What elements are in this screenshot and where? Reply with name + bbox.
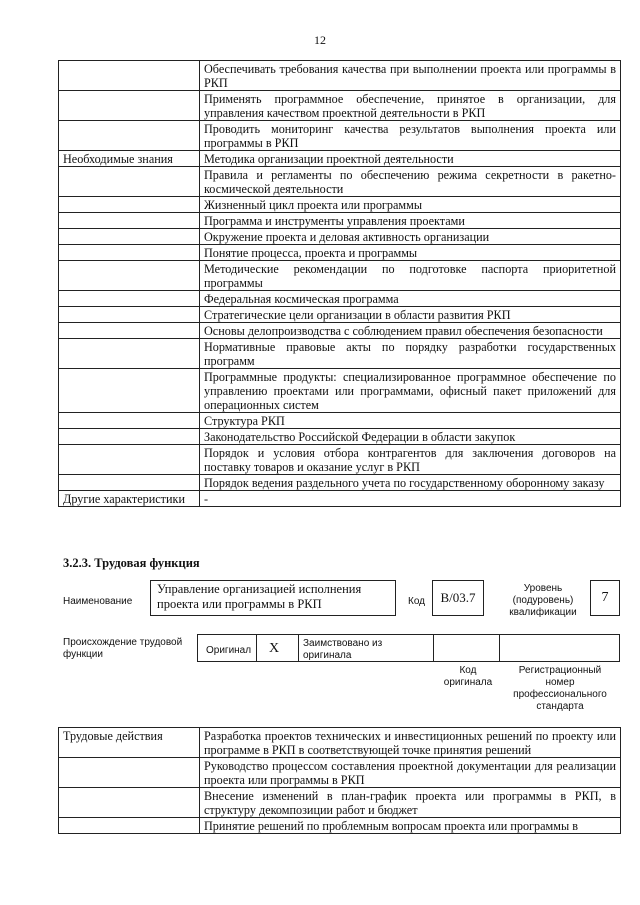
- origin-code-cell: [434, 634, 500, 662]
- row-label: [59, 261, 200, 291]
- row-item: Методика организации проектной деятельности: [200, 151, 621, 167]
- row-item: Стратегические цели организации в области развития РКП: [200, 307, 621, 323]
- row-label: [59, 413, 200, 429]
- table-row: [59, 758, 621, 788]
- table-row: [59, 369, 621, 413]
- row-item: Руководство процессом составления проектной документации для реализации проекта или программы в РКП: [200, 758, 621, 788]
- row-label: [59, 307, 200, 323]
- code-label: Код: [408, 596, 426, 607]
- level-value: 7: [601, 590, 609, 605]
- table-row: [59, 261, 621, 291]
- table-row: [59, 339, 621, 369]
- row-label: Трудовые действия: [59, 728, 200, 758]
- row-item: Принятие решений по проблемным вопросам проекта или программы в: [200, 818, 621, 834]
- row-item: Понятие процесса, проекта и программы: [200, 245, 621, 261]
- table-row: [59, 445, 621, 475]
- table-row: [59, 197, 621, 213]
- row-label: [59, 245, 200, 261]
- table-row: [59, 151, 621, 167]
- row-label: [59, 339, 200, 369]
- table-row: [59, 229, 621, 245]
- row-label: [59, 213, 200, 229]
- table-row: [59, 429, 621, 445]
- original-cell: [197, 634, 257, 662]
- table-row: [59, 323, 621, 339]
- labor-actions-table: [58, 727, 621, 834]
- row-item: Разработка проектов технических и инвестиционных решений по проекту или программе в РКП в соответствующей точке принятия решений: [200, 728, 621, 758]
- row-item: Обеспечивать требования качества при выполнении проекта или программы в РКП: [200, 61, 621, 91]
- row-label: [59, 369, 200, 413]
- row-label: [59, 229, 200, 245]
- row-item: Структура РКП: [200, 413, 621, 429]
- table-row: [59, 91, 621, 121]
- row-item: Внесение изменений в план-график проекта или программы в РКП, в структуру декомпозиции работ и бюджет: [200, 788, 621, 818]
- table-row: [59, 213, 621, 229]
- row-item: Основы делопроизводства с соблюдением правил обеспечения безопасности: [200, 323, 621, 339]
- row-item: Нормативные правовые акты по порядку разработки государственных программ: [200, 339, 621, 369]
- table-row: [59, 291, 621, 307]
- table-row: [59, 491, 621, 507]
- table-row: [59, 167, 621, 197]
- table-row: [59, 61, 621, 91]
- origin-row: [197, 634, 620, 662]
- row-item: Жизненный цикл проекта или программы: [200, 197, 621, 213]
- original-label: Оригинал: [206, 645, 252, 656]
- code-value: В/03.7: [440, 590, 476, 605]
- level-label: Уровень (подуровень) квалификации: [509, 583, 577, 618]
- row-label: [59, 291, 200, 307]
- row-item: Проводить мониторинг качества результатов выполнения проекта или программы в РКП: [200, 121, 621, 151]
- borrowed-cell: [299, 634, 434, 662]
- row-label: [59, 323, 200, 339]
- table-row: [59, 245, 621, 261]
- table-row: [59, 121, 621, 151]
- section-title: 3.2.3. Трудовая функция: [63, 556, 200, 570]
- row-item: -: [200, 491, 621, 507]
- row-label: [59, 758, 200, 788]
- function-name-value: Управление организацией исполнения проекта или программы в РКП: [157, 582, 362, 611]
- borrowed-label: Заимствовано из оригинала: [303, 638, 383, 661]
- row-label: [59, 121, 200, 151]
- row-item: Окружение проекта и деловая активность организации: [200, 229, 621, 245]
- row-item: Методические рекомендации по подготовке паспорта приоритетной программы: [200, 261, 621, 291]
- name-label: Наименование: [63, 596, 133, 607]
- function-name-box: [150, 580, 396, 616]
- table-row: [59, 728, 621, 758]
- row-item: Порядок и условия отбора контрагентов для заключения договоров на поставку товаров и оказание услуг в РКП: [200, 445, 621, 475]
- row-label: [59, 61, 200, 91]
- row-item: Федеральная космическая программа: [200, 291, 621, 307]
- original-mark-cell: [257, 634, 299, 662]
- level-box: [590, 580, 620, 616]
- row-item: Применять программное обеспечение, принятое в организации, для управления качеством проектной деятельности в РКП: [200, 91, 621, 121]
- row-label: [59, 475, 200, 491]
- original-mark: X: [269, 641, 280, 656]
- table-row: [59, 475, 621, 491]
- row-label: Необходимые знания: [59, 151, 200, 167]
- row-label: [59, 445, 200, 475]
- page-number: 12: [314, 33, 326, 47]
- row-label: Другие характеристики: [59, 491, 200, 507]
- origin-label: Происхождение трудовой функции: [63, 637, 183, 660]
- row-label: [59, 429, 200, 445]
- origin-reg-caption: Регистрационный номер профессионального стандарта: [513, 665, 607, 712]
- row-label: [59, 818, 200, 834]
- table-row: [59, 818, 621, 834]
- row-item: Законодательство Российской Федерации в области закупок: [200, 429, 621, 445]
- row-label: [59, 167, 200, 197]
- row-label: [59, 197, 200, 213]
- origin-reg-cell: [500, 634, 620, 662]
- row-item: Порядок ведения раздельного учета по государственному оборонному заказу: [200, 475, 621, 491]
- code-box: [432, 580, 484, 616]
- row-label: [59, 788, 200, 818]
- row-item: Программные продукты: специализированное программное обеспечение по управлению проектами или программами, офисный пакет приложений для операционных систем: [200, 369, 621, 413]
- origin-code-caption: Код оригинала: [443, 665, 493, 688]
- table-row: [59, 788, 621, 818]
- row-item: Программа и инструменты управления проектами: [200, 213, 621, 229]
- row-label: [59, 91, 200, 121]
- table-row: [59, 307, 621, 323]
- row-item: Правила и регламенты по обеспечению режима секретности в ракетно-космической деятельности: [200, 167, 621, 197]
- requirements-table: [58, 60, 621, 507]
- table-row: [59, 413, 621, 429]
